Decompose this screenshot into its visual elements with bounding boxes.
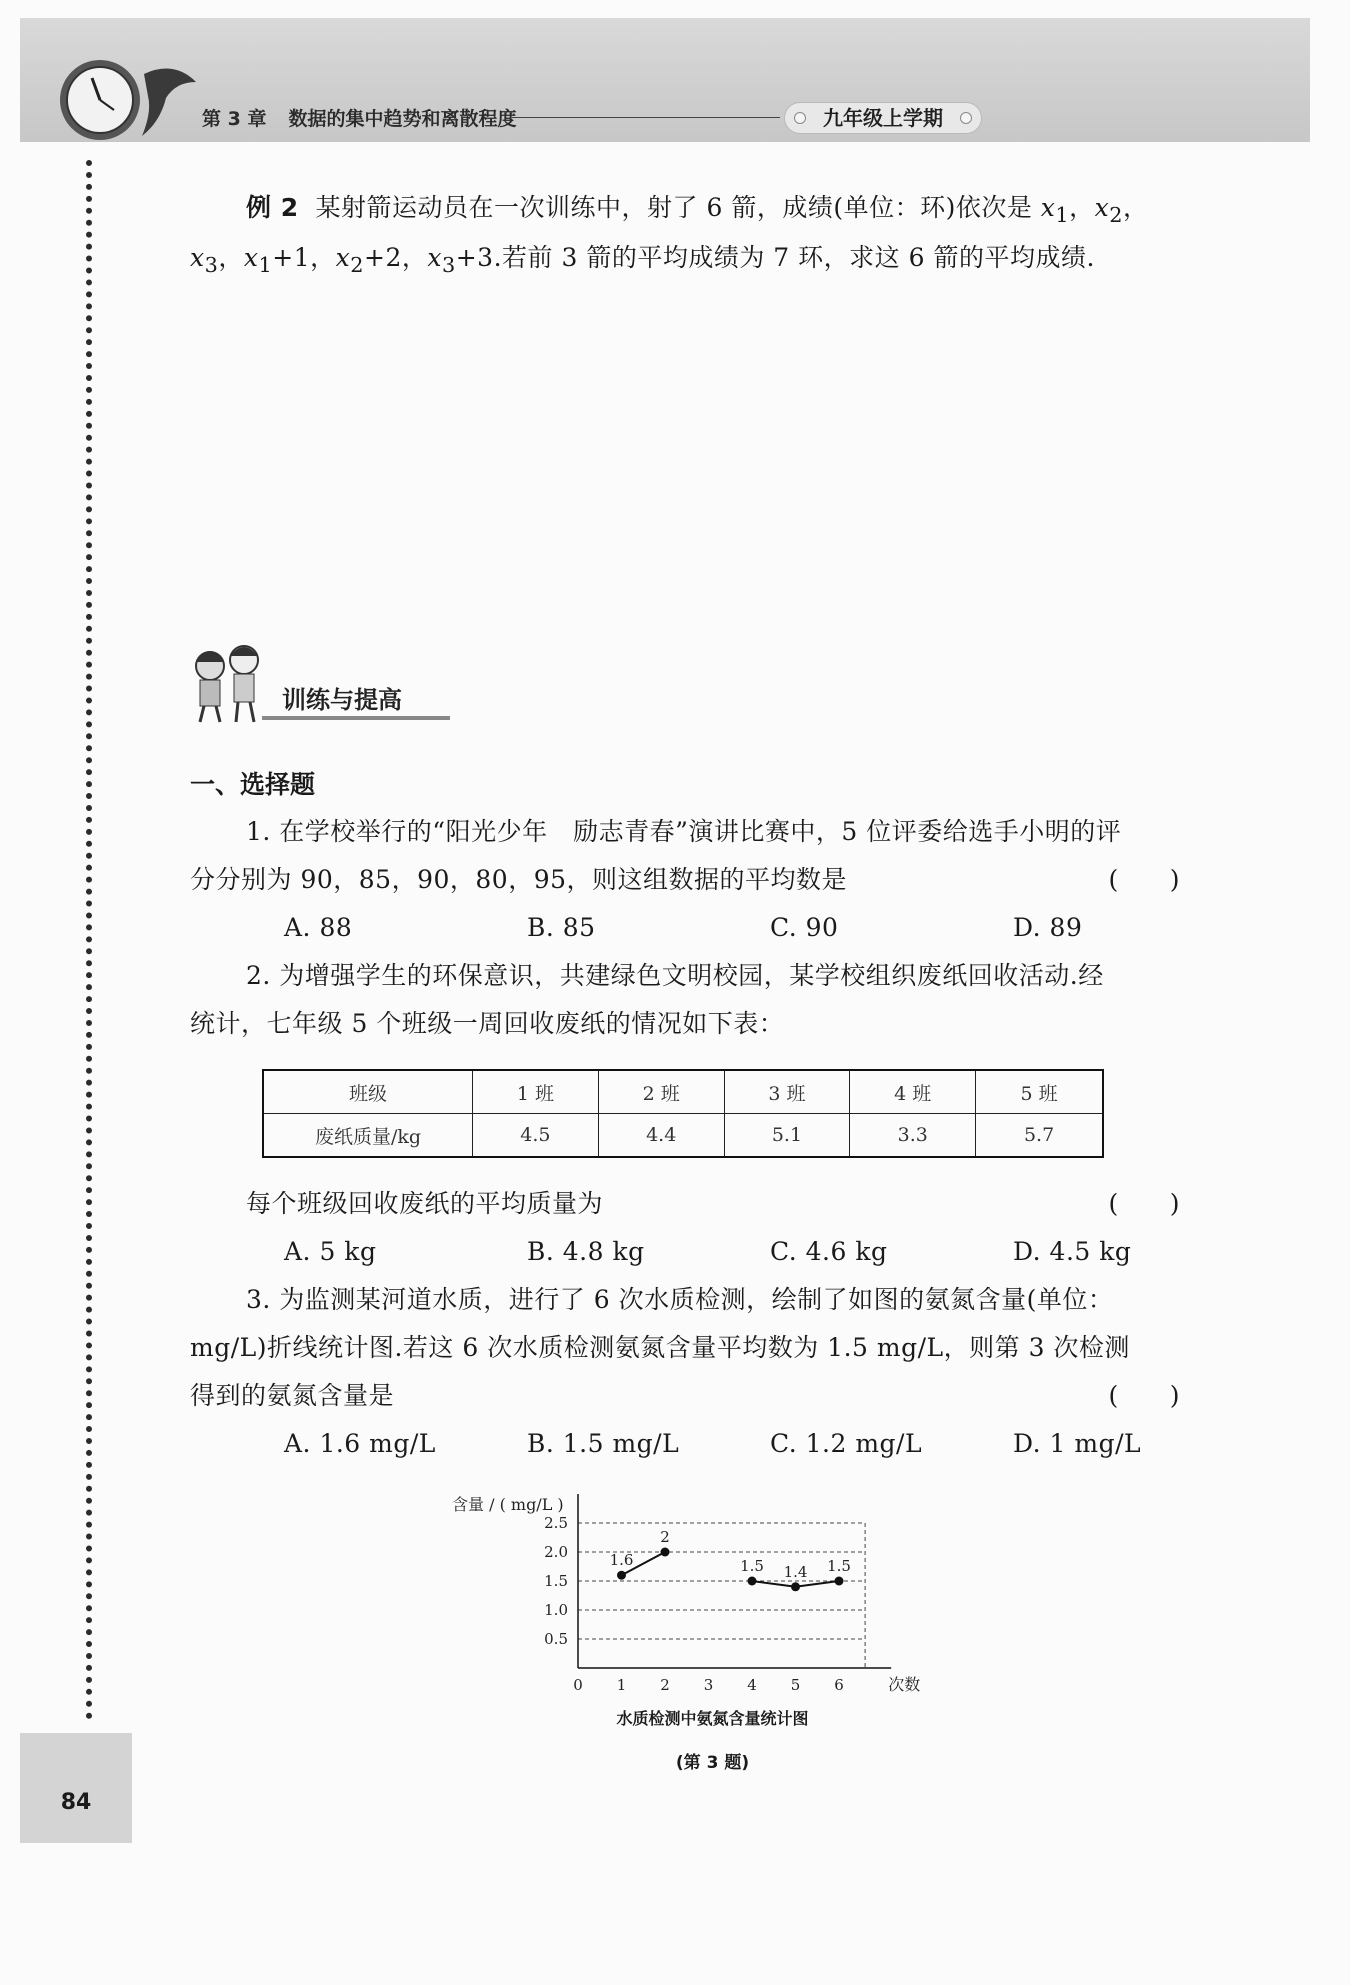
example-text-1: 某射箭运动员在一次训练中，射了 6 箭，成绩(单位：环)依次是 [315, 193, 1041, 222]
example-line-1: 例 2 某射箭运动员在一次训练中，射了 6 箭，成绩(单位：环)依次是 $x_1$，$x_2$， [246, 193, 1149, 227]
q3-answer-blank: ( ) [1108, 1381, 1180, 1410]
x-tick-label: 5 [790, 1676, 801, 1694]
q3-options [284, 1420, 1256, 1468]
chapter-title: 数据的集中趋势和离散程度 [288, 108, 517, 130]
margin-dotted-line [86, 160, 92, 1720]
table-cell: 2 班 [598, 1070, 724, 1114]
table-cell: 4.5 [473, 1114, 599, 1158]
q1-line-1: 1. 在学校举行的“阳光少年 励志青春”演讲比赛中，5 位评委给选手小明的评 [246, 817, 1122, 846]
table-cell: 5.7 [976, 1114, 1103, 1158]
table-cell: 3 班 [724, 1070, 850, 1114]
x-axis-label: 次数 [888, 1675, 921, 1694]
y-tick-label: 1.0 [544, 1601, 568, 1619]
chart-title: 水质检测中氨氮含量统计图 [616, 1709, 809, 1728]
page-number: 84 [60, 1790, 92, 1815]
q2-line-2: 统计，七年级 5 个班级一周回收废纸的情况如下表： [190, 1009, 785, 1038]
q2-answer-blank: ( ) [1108, 1189, 1180, 1218]
q2-options [284, 1228, 1256, 1276]
example-line-2: $x_3$，$x_1+1$，$x_2+2$，$x_3+3$.若前 3 箭的平均成绩为 7 环，求这 6 箭的平均成绩. [190, 243, 1095, 277]
y-tick-label: 2.5 [544, 1514, 568, 1532]
q3-line-3 [190, 1372, 1180, 1420]
q1-option-c: C. 90 [770, 913, 839, 942]
example-text-2: .若前 3 箭的平均成绩为 7 环，求这 6 箭的平均成绩. [493, 243, 1095, 272]
q2-question [246, 1180, 1180, 1228]
y-tick-label: 0.5 [544, 1630, 568, 1648]
q2-option-a: A. 5 kg [284, 1237, 377, 1266]
origin-label: 0 [573, 1676, 583, 1694]
q3-line-1: 3. 为监测某河道水质，进行了 6 次水质检测，绘制了如图的氨氮含量(单位： [246, 1285, 1114, 1314]
data-point [661, 1548, 670, 1557]
compass-logo-icon [56, 52, 206, 152]
q3-option-a: A. 1.6 mg/L [284, 1429, 436, 1458]
banner-title: 训练与提高 [282, 686, 402, 714]
table-cell: 1 班 [473, 1070, 599, 1114]
kids-illustration-icon [188, 640, 268, 726]
data-label: 2 [660, 1528, 670, 1546]
figure-label: (第 3 题) [675, 1753, 750, 1773]
data-point [791, 1582, 800, 1591]
x-tick-label: 6 [834, 1676, 844, 1694]
header-rule [512, 117, 780, 118]
q1-option-b: B. 85 [527, 913, 596, 942]
data-point [748, 1577, 757, 1586]
data-label: 1.5 [740, 1557, 764, 1575]
data-label: 1.5 [827, 1557, 851, 1575]
data-label: 1.6 [609, 1551, 634, 1570]
q3-option-d: D. 1 mg/L [1013, 1429, 1142, 1458]
q3-option-b: B. 1.5 mg/L [527, 1429, 680, 1458]
table-cell: 4.4 [598, 1114, 724, 1158]
table-cell: 废纸质量/kg [263, 1114, 473, 1158]
chapter-label: 第 3 章 [202, 108, 267, 130]
y-tick-label: 2.0 [544, 1543, 568, 1561]
data-point [617, 1571, 626, 1580]
banner-underline [262, 716, 450, 720]
table-cell: 4 班 [850, 1070, 976, 1114]
q1-answer-blank: ( ) [1108, 865, 1180, 894]
example-label: 例 2 [246, 193, 299, 222]
q3-line-2: mg/L)折线统计图.若这 6 次水质检测氨氮含量平均数为 1.5 mg/L，则第 3 次检测 [190, 1333, 1130, 1362]
section-title: 一、选择题 [190, 770, 316, 799]
table-header-row [263, 1070, 1103, 1114]
ammonia-line-chart [440, 1480, 940, 1700]
q1-line-2-text: 分分别为 90，85，90，80，95，则这组数据的平均数是 [190, 865, 848, 894]
data-point [835, 1577, 844, 1586]
x-tick-label: 3 [703, 1676, 714, 1694]
q2-option-b: B. 4.8 kg [527, 1237, 645, 1266]
header-title [202, 104, 516, 131]
q3-option-c: C. 1.2 mg/L [770, 1429, 923, 1458]
y-tick-label: 1.5 [544, 1572, 568, 1590]
data-label: 1.4 [783, 1562, 808, 1581]
x-tick-label: 2 [660, 1676, 670, 1694]
table-cell: 5.1 [724, 1114, 850, 1158]
q3-line-3-text: 得到的氨氮含量是 [190, 1381, 395, 1410]
x-tick-label: 4 [747, 1676, 757, 1694]
q1-line-2 [190, 856, 1180, 904]
grade-badge: 九年级上学期 [784, 102, 982, 134]
page-tab [20, 1733, 132, 1843]
q2-question-text: 每个班级回收废纸的平均质量为 [246, 1189, 604, 1218]
waste-paper-table [262, 1069, 1104, 1158]
table-cell: 班级 [263, 1070, 473, 1114]
q2-option-d: D. 4.5 kg [1013, 1237, 1132, 1266]
q1-option-d: D. 89 [1013, 913, 1083, 942]
q2-line-1: 2. 为增强学生的环保意识，共建绿色文明校园，某学校组织废纸回收活动.经 [246, 961, 1104, 990]
table-row [263, 1114, 1103, 1158]
table-cell: 5 班 [976, 1070, 1103, 1114]
q1-options [284, 904, 1256, 952]
table-cell: 3.3 [850, 1114, 976, 1158]
q2-option-c: C. 4.6 kg [770, 1237, 888, 1266]
q1-option-a: A. 88 [284, 913, 353, 942]
y-axis-label: 含量 / ( mg/L ) [452, 1495, 564, 1514]
x-tick-label: 1 [616, 1676, 627, 1694]
